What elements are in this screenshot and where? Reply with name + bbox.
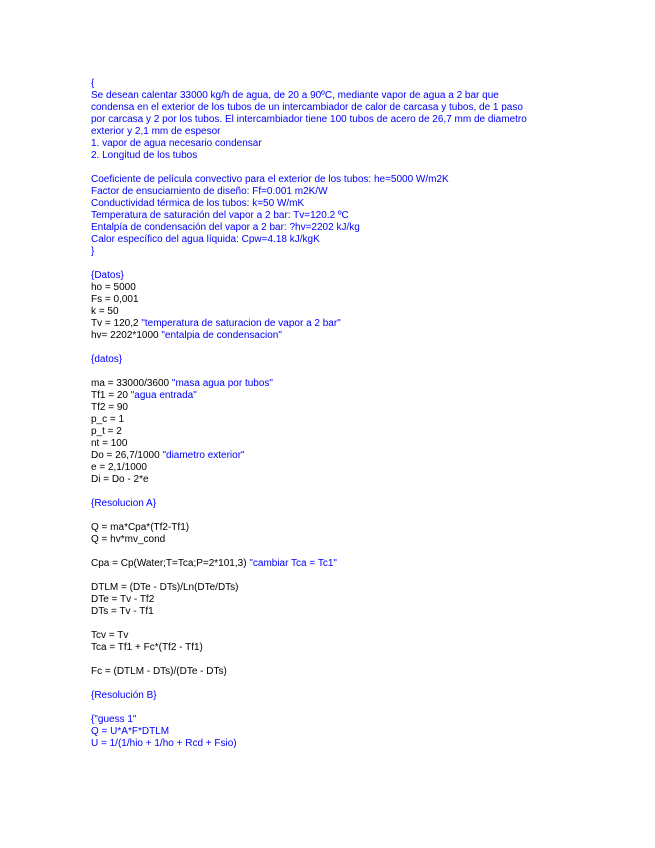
string-literal: "cambiar Tca = Tc1" — [249, 558, 337, 569]
property-line: Coeficiente de película convectivo para el exterior de los tubos: he=5000 W/m2K — [91, 174, 449, 185]
code-line: e = 2,1/1000 — [91, 462, 147, 473]
code-line: DTs = Tv - Tf1 — [91, 606, 154, 617]
string-literal: "diametro exterior" — [162, 450, 245, 461]
guess-comment-line: Q = U*A*F*DTLM — [91, 726, 170, 737]
guess-comment-line: U = 1/(1/hio + 1/ho + Rcd + Fsio) — [91, 738, 237, 749]
code-line: nt = 100 — [91, 438, 128, 449]
property-line: Conductividad térmica de los tubos: k=50 W/mK — [91, 198, 305, 209]
property-line: Entalpía de condensación del vapor a 2 bar: ?hv=2202 kJ/kg — [91, 222, 360, 233]
code-line: p_t = 2 — [91, 426, 122, 437]
datos-section-title: {Datos} — [91, 270, 124, 281]
code-line: p_c = 1 — [91, 414, 125, 425]
code-line: Q = ma*Cpa*(Tf2-Tf1) — [91, 522, 190, 533]
problem-line: exterior y 2,1 mm de espesor — [91, 126, 221, 137]
code-line: Fs = 0,001 — [91, 294, 139, 305]
question-2: 2. Longitud de los tubos — [91, 150, 198, 161]
code-line: Di = Do - 2*e — [91, 474, 149, 485]
code-line: ho = 5000 — [91, 282, 136, 293]
question-1: 1. vapor de agua necesario condensar — [91, 138, 262, 149]
problem-line: por carcasa y 2 por los tubos. El intercambiador tiene 100 tubos de acero de 26,7 mm de diametro — [91, 114, 527, 125]
string-literal: "masa agua por tubos" — [171, 378, 273, 389]
code-line: DTe = Tv - Tf2 — [91, 594, 155, 605]
comment-close-brace: } — [91, 246, 95, 257]
code-line: Q = hv*mv_cond — [91, 534, 166, 545]
code-line: ma = 33000/3600 "masa agua por tubos" — [91, 378, 273, 389]
code-line: Fc = (DTLM - DTs)/(DTe - DTs) — [91, 666, 227, 677]
string-literal: "agua entrada" — [130, 390, 197, 401]
guess-comment-line: {"guess 1" — [91, 714, 137, 725]
code-line: Cpa = Cp(Water;T=Tca;P=2*101,3) "cambiar Tca = Tc1" — [91, 558, 337, 569]
property-line: Temperatura de saturación del vapor a 2 bar: Tv=120.2 ºC — [91, 210, 349, 221]
problem-line: Se desean calentar 33000 kg/h de agua, de 20 a 90ºC, mediante vapor de agua a 2 bar que — [91, 90, 499, 101]
code-line: Tf2 = 90 — [91, 402, 128, 413]
property-line: Factor de ensuciamiento de diseño: Ff=0.001 m2K/W — [91, 186, 328, 197]
code-line: Tf1 = 20 "agua entrada" — [91, 390, 197, 401]
datos2-section-title: {datos} — [91, 354, 123, 365]
resolucion-b-title: {Resolución B} — [91, 690, 157, 701]
code-line: Do = 26,7/1000 "diametro exterior" — [91, 450, 245, 461]
string-literal: "entalpia de condensacion" — [161, 330, 282, 341]
code-line: Tcv = Tv — [91, 630, 129, 641]
comment-open-brace: { — [91, 78, 95, 89]
code-line: Tca = Tf1 + Fc*(Tf2 - Tf1) — [91, 642, 203, 653]
code-document — [91, 78, 571, 750]
code-line: k = 50 — [91, 306, 119, 317]
property-line: Calor específico del agua líquida: Cpw=4.18 kJ/kgK — [91, 234, 320, 245]
code-line: DTLM = (DTe - DTs)/Ln(DTe/DTs) — [91, 582, 239, 593]
problem-line: condensa en el exterior de los tubos de un intercambiador de calor de carcasa y tubos, de 1 paso — [91, 102, 523, 113]
resolucion-a-title: {Resolucion A} — [91, 498, 157, 509]
code-line: hv= 2202*1000 "entalpia de condensacion" — [91, 330, 282, 341]
string-literal: "temperatura de saturacion de vapor a 2 bar" — [141, 318, 341, 329]
code-line: Tv = 120,2 "temperatura de saturacion de vapor a 2 bar" — [91, 318, 341, 329]
